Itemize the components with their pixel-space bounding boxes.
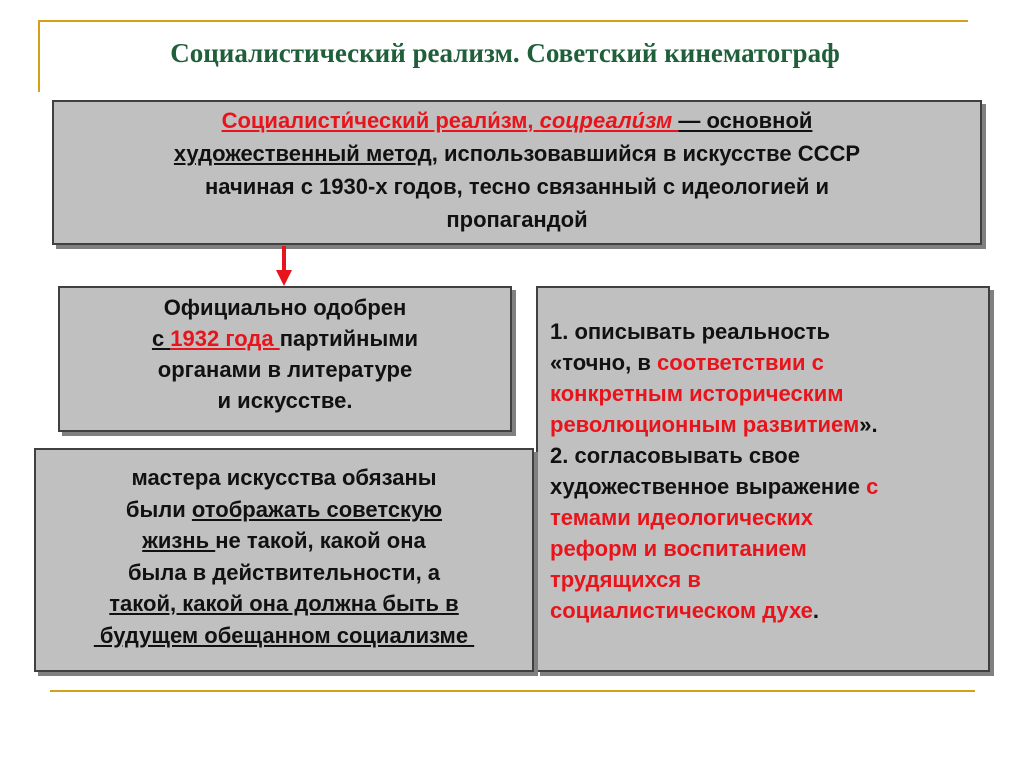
tasks-box: 1. описывать реальность «точно, в соответствии с конкретным историческим революционным развитием». 2. согласовывать свое художественное выражение с темами идеологических реформ и воспитанием трудящихся в социалистическом духе.: [536, 286, 990, 672]
arrow-down-icon: [276, 246, 292, 286]
bottom-divider: [50, 690, 975, 692]
slide-title: Социалистический реализм. Советский кинематограф: [170, 38, 840, 68]
masters-obligation-box: мастера искусства обязаны были отображать советскую жизнь не такой, какой она была в действительности, а такой, какой она должна быть в будущем обещанном социализме: [34, 448, 534, 672]
year-highlight: 1932 года: [170, 326, 280, 351]
definition-box: Социалисти́ческий реали́зм, соцреали́зм — основной художественный метод, использовавшийся в искусстве СССР начиная с 1930-х годов, тесно связанный с идеологией и пропагандой: [52, 100, 982, 245]
official-approval-box: Официально одобрен с 1932 года партийными органами в литературе и искусстве.: [58, 286, 512, 432]
term-abbr: соцреали́зм: [539, 108, 679, 133]
top-divider: [38, 20, 968, 22]
term-label: Социалисти́ческий реали́зм: [221, 108, 528, 133]
